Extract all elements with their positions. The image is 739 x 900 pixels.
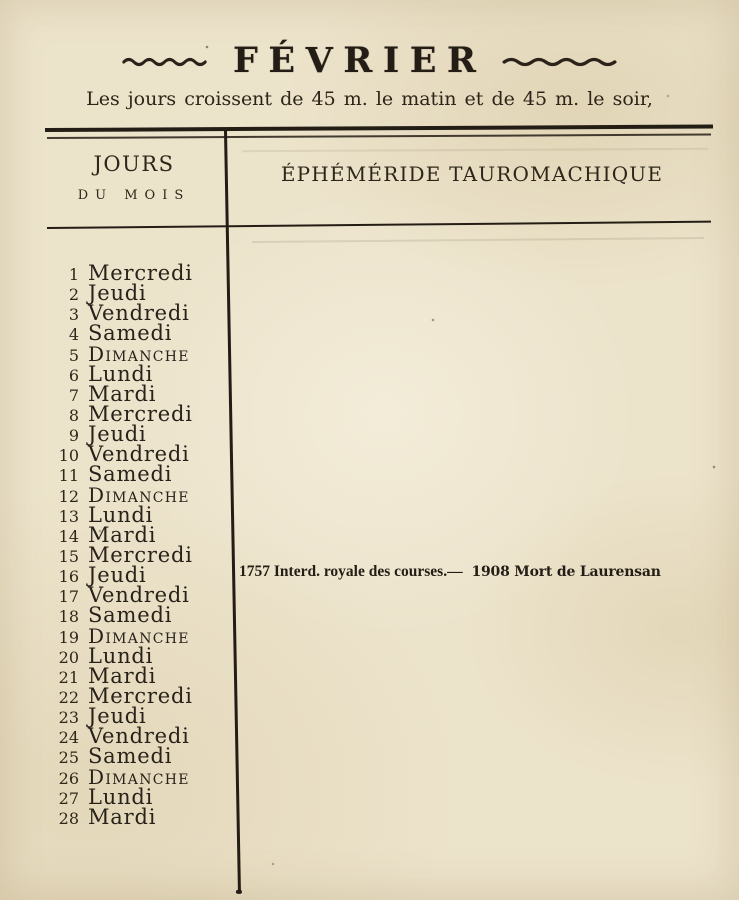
day-row bbox=[55, 442, 227, 467]
daylight-note: Les jours croissent de 45 m. le matin et de 45 m. le soir, bbox=[86, 88, 653, 110]
day-name: Samedi bbox=[88, 744, 173, 769]
day-row bbox=[55, 583, 227, 608]
wave-ornament-left-icon bbox=[122, 54, 207, 68]
day-number: 24 bbox=[58, 728, 79, 748]
day-row bbox=[55, 401, 227, 426]
day-name: Mercredi bbox=[88, 261, 193, 285]
day-name: Dimanche bbox=[88, 764, 190, 789]
day-name: Samedi bbox=[88, 462, 173, 487]
day-list bbox=[55, 263, 227, 827]
day-row bbox=[55, 422, 227, 447]
day-number: 19 bbox=[58, 627, 79, 647]
day-number: 17 bbox=[58, 587, 79, 607]
day-name: Dimanche bbox=[88, 341, 190, 366]
day-row bbox=[55, 764, 227, 789]
day-number: 14 bbox=[58, 526, 79, 546]
days-column-subtitle: DU MOIS bbox=[77, 188, 191, 203]
day-name: Lundi bbox=[88, 784, 154, 809]
day-number: 21 bbox=[58, 667, 79, 687]
day-number: 10 bbox=[58, 446, 79, 466]
day-name: Jeudi bbox=[88, 704, 147, 729]
day-row bbox=[55, 281, 227, 306]
day-row bbox=[55, 263, 227, 283]
day-name: Jeudi bbox=[88, 563, 147, 588]
days-column-header bbox=[45, 152, 223, 203]
day-name: Vendredi bbox=[88, 583, 190, 608]
day-name: Dimanche bbox=[88, 482, 190, 507]
day-number: 22 bbox=[58, 687, 79, 707]
day-row bbox=[55, 542, 227, 567]
day-row bbox=[55, 341, 227, 366]
day-number: 9 bbox=[68, 426, 79, 446]
day-name: Jeudi bbox=[88, 281, 147, 306]
day-row bbox=[55, 462, 227, 487]
table-top-rule-thin bbox=[47, 134, 711, 139]
day-number: 1 bbox=[68, 265, 79, 284]
day-number: 2 bbox=[68, 285, 79, 305]
day-name: Mercredi bbox=[88, 683, 193, 708]
day-name: Vendredi bbox=[88, 442, 190, 467]
day-number: 15 bbox=[58, 546, 79, 566]
day-row bbox=[55, 784, 227, 809]
day-row bbox=[55, 502, 227, 527]
page-header bbox=[0, 40, 739, 81]
ephemeris-entry bbox=[239, 563, 709, 581]
day-row bbox=[55, 563, 227, 588]
day-name: Dimanche bbox=[88, 623, 190, 648]
day-name: Vendredi bbox=[88, 301, 190, 326]
day-name: Samedi bbox=[88, 321, 173, 346]
bleedthrough-line bbox=[242, 148, 708, 152]
day-row bbox=[55, 301, 227, 326]
day-name: Lundi bbox=[88, 502, 154, 527]
day-row bbox=[55, 804, 227, 829]
day-number: 7 bbox=[68, 385, 79, 405]
day-name: Samedi bbox=[88, 603, 173, 628]
days-column-title: JOURS bbox=[93, 152, 175, 176]
header-underline-rule bbox=[47, 221, 711, 230]
ephemeris-entry-part1: 1757 Interd. royale des courses.— bbox=[239, 563, 463, 580]
day-number: 18 bbox=[58, 607, 79, 627]
day-number: 20 bbox=[58, 647, 79, 667]
day-number: 6 bbox=[68, 365, 79, 385]
day-name: Mardi bbox=[88, 522, 157, 547]
day-number: 16 bbox=[58, 567, 79, 587]
day-number: 8 bbox=[68, 405, 79, 425]
day-row bbox=[55, 321, 227, 346]
day-number: 26 bbox=[58, 768, 79, 788]
wave-ornament-right-icon bbox=[502, 54, 617, 68]
day-number: 28 bbox=[58, 808, 79, 828]
day-number: 12 bbox=[58, 486, 79, 506]
day-name: Mercredi bbox=[88, 401, 193, 426]
day-number: 25 bbox=[58, 748, 79, 768]
day-name: Mardi bbox=[88, 804, 157, 829]
day-row bbox=[55, 704, 227, 729]
day-number: 5 bbox=[68, 345, 79, 365]
day-number: 27 bbox=[58, 788, 79, 808]
day-name: Jeudi bbox=[88, 422, 147, 447]
day-row bbox=[55, 482, 227, 507]
day-number: 4 bbox=[68, 325, 79, 345]
day-name: Lundi bbox=[88, 361, 154, 386]
day-row bbox=[55, 603, 227, 628]
day-row bbox=[55, 663, 227, 688]
day-name: Mardi bbox=[88, 663, 157, 688]
day-row bbox=[55, 744, 227, 769]
day-row bbox=[55, 381, 227, 406]
day-row bbox=[55, 623, 227, 648]
day-number: 13 bbox=[58, 506, 79, 526]
day-name: Vendredi bbox=[88, 724, 190, 749]
day-name: Mercredi bbox=[88, 542, 193, 567]
day-number: 3 bbox=[68, 305, 79, 325]
ephemeris-column-header: ÉPHÉMÉRIDE TAUROMACHIQUE bbox=[280, 162, 664, 186]
month-title: FÉVRIER bbox=[233, 40, 487, 81]
day-row bbox=[55, 724, 227, 749]
day-name: Lundi bbox=[88, 643, 154, 668]
day-row bbox=[55, 361, 227, 386]
table-top-rule-thick bbox=[45, 125, 713, 132]
day-row bbox=[55, 522, 227, 547]
day-name: Mardi bbox=[88, 381, 157, 406]
ephemeris-entry-part2: 1908 Mort de Laurensan bbox=[471, 564, 661, 580]
day-row bbox=[55, 683, 227, 708]
day-number: 23 bbox=[58, 708, 79, 728]
day-number: 11 bbox=[58, 466, 79, 486]
day-row bbox=[55, 643, 227, 668]
bleedthrough-line bbox=[252, 237, 704, 243]
